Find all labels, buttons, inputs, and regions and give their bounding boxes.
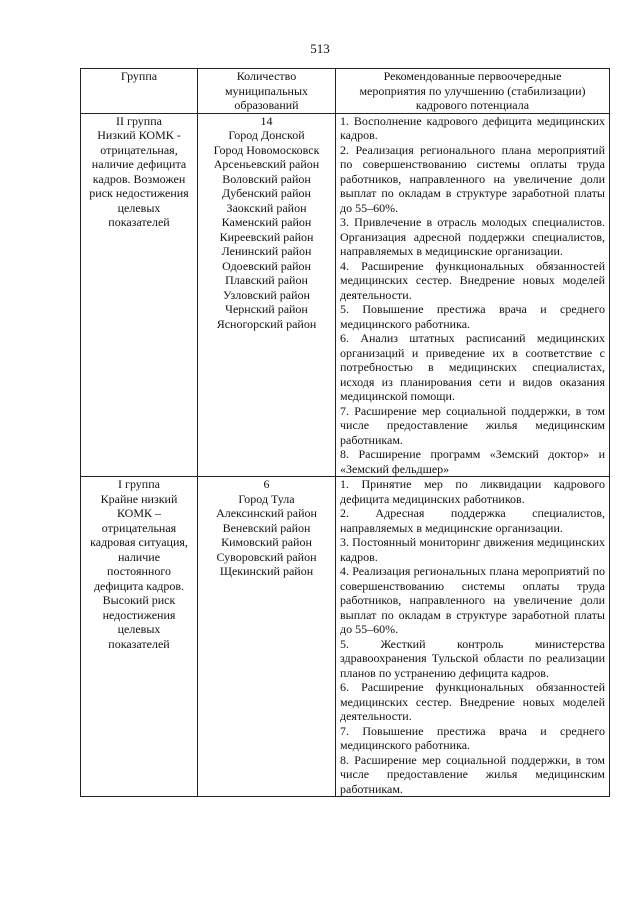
group-text-line: Высокий риск	[102, 593, 176, 607]
measure-item: 7. Расширение мер социальной поддержки, в том числе предоставление жилья медицинским работникам.	[340, 403, 605, 447]
group-text-line: II группа	[116, 113, 162, 128]
municipalities-cell	[198, 113, 336, 477]
header-count-line: муниципальных	[224, 83, 309, 98]
header-measures-line: мероприятия по улучшению (стабилизации)	[359, 83, 586, 98]
municipality-count: 14	[260, 113, 273, 128]
measures-cell	[336, 113, 610, 477]
municipality-name: Кимовский район	[221, 535, 312, 549]
table-header-row	[81, 69, 610, 114]
header-measures-line: Рекомендованные первоочередные	[383, 69, 562, 83]
group-cell	[81, 113, 198, 477]
header-count	[198, 69, 336, 114]
municipality-name: Заокский район	[226, 200, 307, 215]
municipality-name: Узловский район	[223, 287, 310, 302]
group-text-line: риск недостижения	[89, 186, 189, 200]
measure-item: 4. Расширение функциональных обязанностей медицинских сестер. Внедрение новых моделей деятельности.	[340, 258, 605, 302]
municipalities-cell	[198, 477, 336, 797]
group-text-line: целевых	[117, 200, 161, 215]
municipality-name: Воловский район	[222, 171, 311, 186]
group-text-line: кадровая ситуация,	[90, 535, 188, 549]
municipality-name: Город Тула	[238, 491, 295, 506]
municipality-name: Каменский район	[221, 215, 312, 229]
municipality-name: Арсеньевский район	[213, 157, 320, 171]
group-text-line: дефицита кадров.	[93, 578, 185, 593]
municipality-name: Город Донской	[228, 128, 305, 142]
municipality-name: Ленинский район	[221, 244, 312, 258]
measure-item: 7. Повышение престижа врача и среднего медицинского работника.	[340, 723, 605, 752]
measure-item: 8. Расширение программ «Земский доктор» и «Земский фельдшер»	[340, 447, 605, 476]
group-text-line: наличие	[117, 549, 161, 564]
header-measures	[336, 69, 610, 114]
group-text-line: целевых	[117, 622, 161, 636]
municipality-name: Алексинский район	[216, 506, 317, 520]
measure-item: 8. Расширение мер социальной поддержки, в том числе предоставление жилья медицинским работникам.	[340, 752, 605, 796]
header-count-line: образований	[234, 98, 299, 112]
municipality-name: Киреевский район	[219, 229, 314, 244]
measures-cell	[336, 477, 610, 797]
municipality-name: Веневский район	[222, 520, 311, 535]
group-text-line: показателей	[108, 636, 170, 651]
measure-item: 6. Расширение функциональных обязанностей медицинских сестер. Внедрение новых моделей деятельности.	[340, 680, 605, 723]
table-row-group-2	[81, 113, 610, 477]
measure-item: 5. Повышение престижа врача и среднего медицинского работника.	[340, 302, 605, 331]
header-group-label: Группа	[120, 69, 158, 83]
group-text-line: Крайне низкий	[100, 491, 178, 506]
header-measures-line: кадрового потенциала	[415, 98, 530, 112]
page-number: 513	[310, 41, 330, 56]
municipality-name: Чернский район	[225, 302, 308, 316]
group-text-line: наличие дефицита	[91, 157, 187, 171]
measure-item: 2. Адресная поддержка специалистов, направляемых в медицинские организации.	[340, 506, 605, 535]
municipality-name: Плавский район	[225, 273, 308, 287]
measure-item: 2. Реализация регионального плана мероприятий по совершенствованию системы оплаты труда работников, направленного на увеличение доли выплат по окладам в структуре заработной платы до 55–60%.	[340, 142, 605, 215]
municipality-name: Одоевский район	[222, 258, 311, 273]
measure-item: 6. Анализ штатных расписаний медицинских организаций и приведение их в соответствие с потребностью в медицинских специалистах, исходя из планирования сети и видов оказания медицинской помощи.	[340, 331, 605, 403]
group-text-line: недостижения	[102, 607, 176, 622]
municipality-count: 6	[263, 477, 270, 491]
group-text-line: отрицательная,	[100, 142, 178, 157]
measure-item: 1. Восполнение кадрового дефицита медицинских кадров.	[340, 113, 605, 142]
group-text-line: кадров. Возможен	[92, 171, 186, 186]
municipality-name: Суворовский район	[216, 549, 317, 564]
municipality-name: Ясногорский район	[216, 316, 317, 331]
group-text-line: Низкий КОМК -	[97, 128, 181, 142]
measure-item: 3. Привлечение в отрасль молодых специалистов. Организация адресной поддержки специалистов, направляемых в медицинские организации.	[340, 215, 605, 258]
municipality-name: Щекинский район	[219, 564, 314, 578]
group-text-line: отрицательная	[101, 520, 177, 535]
measure-item: 4. Реализация региональных плана мероприятий по совершенствованию системы оплаты труда работников, направленного на увеличение доли выплат по окладам в структуре заработной платы до 55–60%.	[340, 564, 605, 636]
group-text-line: I группа	[118, 477, 160, 491]
group-text-line: постоянного	[107, 564, 171, 578]
municipality-name: Дубенский район	[222, 186, 311, 200]
municipality-name: Город Новомосковск	[213, 142, 320, 157]
header-count-line: Количество	[236, 69, 297, 83]
group-text-line: КОМК –	[116, 506, 162, 520]
measure-item: 5. Жесткий контроль министерства здравоохранения Тульской области по реализации планов по устранению дефицита кадров.	[340, 636, 605, 680]
group-text-line: показателей	[108, 215, 170, 229]
table-row-group-1	[81, 477, 610, 797]
measure-item: 1. Принятие мер по ликвидации кадрового дефицита медицинских работников.	[340, 477, 605, 506]
recommendations-table	[80, 68, 610, 797]
measure-item: 3. Постоянный мониторинг движения медицинских кадров.	[340, 535, 605, 564]
group-cell	[81, 477, 198, 797]
header-group	[81, 69, 198, 114]
